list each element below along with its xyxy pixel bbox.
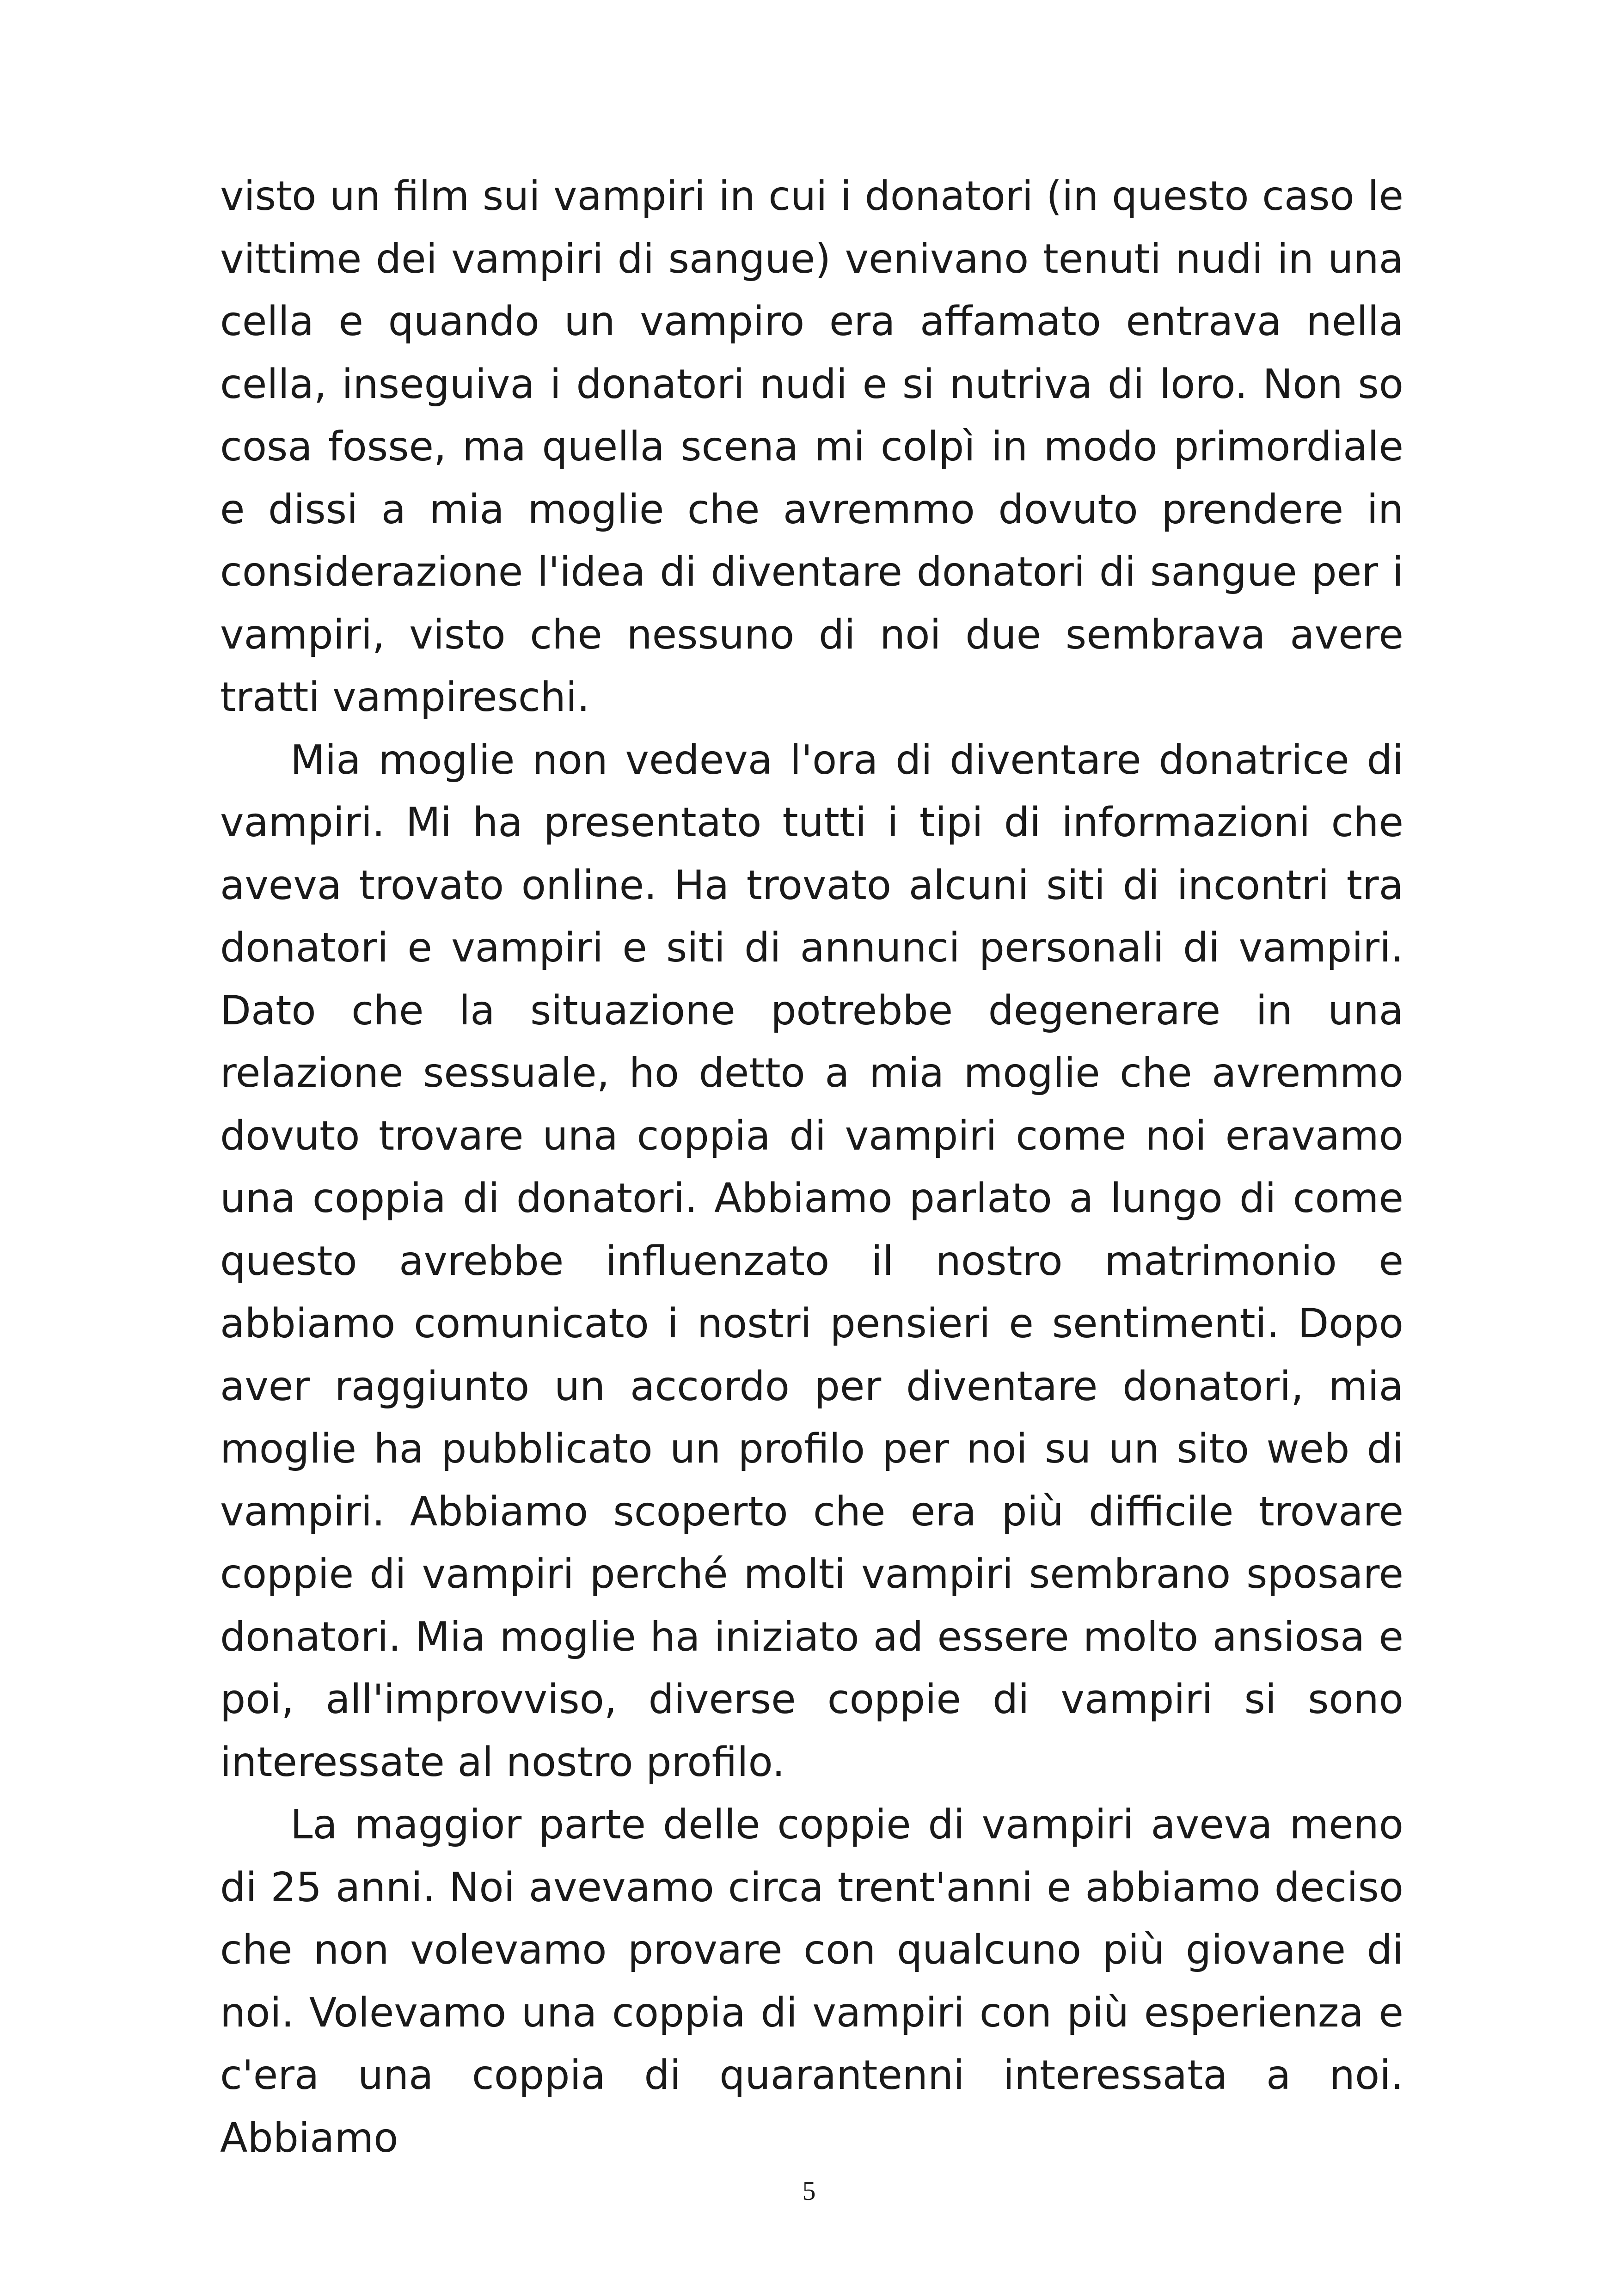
paragraph-3: La maggior parte delle coppie di vampiri aveva meno di 25 anni. Noi avevamo circa trent'anni e abbiamo deciso che non volevamo provare con qualcuno più giovane di noi. Volevamo una coppia di vampiri con più esperienza e c'era una coppia di quarantenni interessata a noi. Abbiamo	[220, 1801, 1403, 2161]
page-number: 5	[802, 2176, 816, 2206]
paragraph-2: Mia moglie non vedeva l'ora di diventare donatrice di vampiri. Mi ha presentato tutti i tipi di informazioni che aveva trovato online. Ha trovato alcuni siti di incontri tra donatori e vampiri e siti di annunci personali di vampiri. Dato che la situazione potrebbe degenerare in una relazione sessuale, ho detto a mia moglie che avremmo dovuto trovare una coppia di vampiri come noi eravamo una coppia di donatori. Abbiamo parlato a lungo di come questo avrebbe influenzato il nostro matrimonio e abbiamo comunicato i nostri pensieri e sentimenti. Dopo aver raggiunto un accordo per diventare donatori, mia moglie ha pubblicato un profilo per noi su un sito web di vampiri. Abbiamo scoperto che era più difficile trovare coppie di vampiri perché molti vampiri sembrano sposare donatori. Mia moglie ha iniziato ad essere molto ansiosa e poi, all'improvviso, diverse coppie di vampiri si sono interessate al nostro profilo.	[220, 736, 1403, 1786]
paragraph-1: visto un film sui vampiri in cui i donatori (in questo caso le vittime dei vampiri di sangue) venivano tenuti nudi in una cella e quando un vampiro era affamato entrava nella cella, inseguiva i donatori nudi e si nutriva di loro. Non so cosa fosse, ma quella scena mi colpì in modo primordiale e dissi a mia moglie che avremmo dovuto prendere in considerazione l'idea di diventare donatori di sangue per i vampiri, visto che nessuno di noi due sembrava avere tratti vampireschi.	[220, 172, 1403, 721]
body-text	[220, 165, 1403, 2169]
